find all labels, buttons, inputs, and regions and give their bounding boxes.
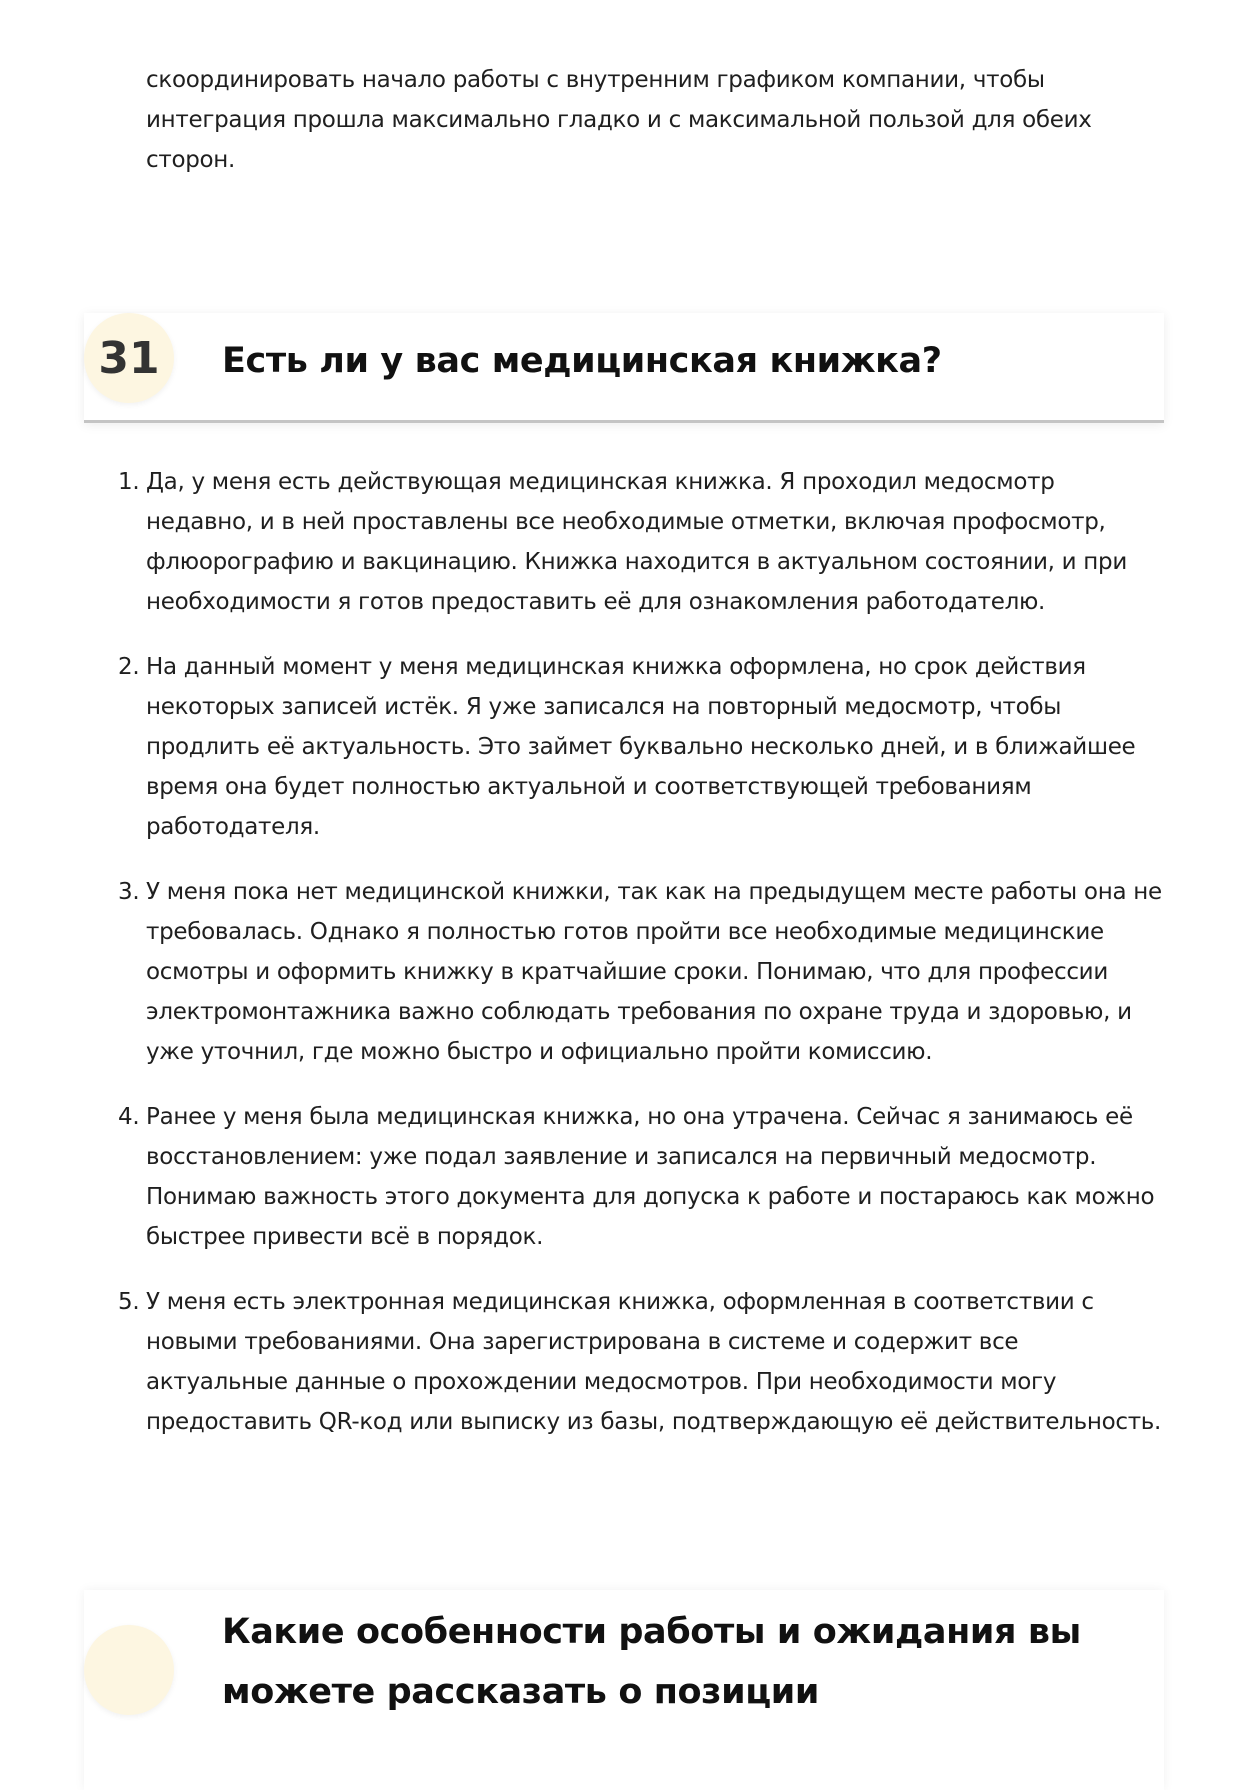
answer-item-4 [118,1097,1166,1257]
question-card-32 [84,1590,1164,1790]
answer-item-text: Да, у меня есть действующая медицинская книжка. Я проходил медосмотр недавно, и в ней проставлены все необходимые отметки, включая профосмотр, флюорографию и вакцинацию. Книжка находится в актуальном состоянии, и при необходимости я готов предоставить её для ознакомления работодателю. [146,469,1127,615]
answer-item-1 [118,462,1166,622]
answer-item-2 [118,647,1166,847]
answer-item-text: Ранее у меня была медицинская книжка, но она утрачена. Сейчас я занимаюсь её восстановлением: уже подал заявление и записался на первичный медосмотр. Понимаю важность этого документа для допуска к работе и постараюсь как можно быстрее привести всё в порядок. [146,1104,1155,1250]
question-title: Есть ли у вас медицинская книжка? [222,341,942,381]
answer-item-number: 5. [118,1289,140,1315]
answer-item-number: 1. [118,469,140,495]
answer-item-text: У меня есть электронная медицинская книжка, оформленная в соответствии с новыми требованиями. Она зарегистрирована в системе и содержит все актуальные данные о прохождении медосмотров. При необходимости могу предоставить QR-код или выписку из базы, подтверждающую её действительность. [146,1289,1162,1435]
answer-item-number: 3. [118,879,140,905]
question-card-31 [84,313,1164,423]
intro-paragraph: скоординировать начало работы с внутренним графиком компании, чтобы интеграция прошла максимально гладко и с максимальной пользой для обеих сторон. [146,67,1092,173]
answer-item-text: У меня пока нет медицинской книжки, так как на предыдущем месте работы она не требовалась. Однако я полностью готов пройти все необходимые медицинские осмотры и оформить книжку в кратчайшие сроки. Понимаю, что для профессии электромонтажника важно соблюдать требования по охране труда и здоровью, и уже уточнил, где можно быстро и официально пройти комиссию. [146,879,1162,1065]
question-number-badge: 31 [84,313,174,403]
question-title: Какие особенности работы и ожидания вы можете рассказать о позиции [222,1612,1081,1712]
answer-item-5 [118,1282,1166,1442]
answer-item-3 [118,872,1166,1072]
answers-list [118,462,1166,1467]
question-number-badge [84,1625,174,1715]
answer-item-number: 2. [118,654,140,680]
answer-item-text: На данный момент у меня медицинская книжка оформлена, но срок действия некоторых записей истёк. Я уже записался на повторный медосмотр, чтобы продлить её актуальность. Это займет буквально несколько дней, и в ближайшее время она будет полностью актуальной и соответствующей требованиям работодателя. [146,654,1136,840]
answer-item-number: 4. [118,1104,140,1130]
